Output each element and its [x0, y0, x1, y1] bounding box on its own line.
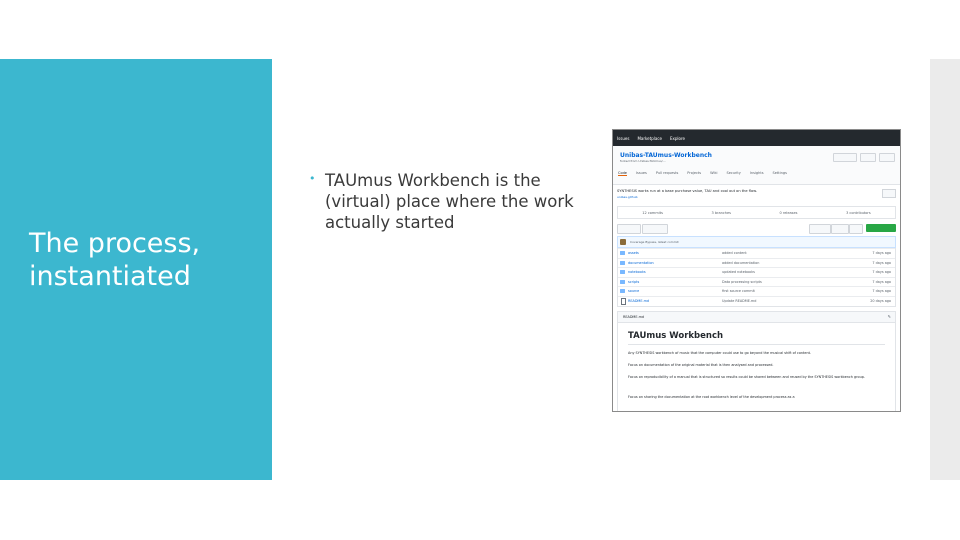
- file-age: 7 days ago: [872, 260, 891, 265]
- file-list: [617, 248, 896, 307]
- file-row: [618, 286, 895, 296]
- repo-stats: [617, 206, 896, 219]
- folder-icon: [620, 280, 625, 284]
- file-age: 7 days ago: [872, 270, 891, 275]
- tab-security: Security: [726, 171, 741, 175]
- tab-wiki: Wiki: [710, 171, 718, 175]
- slide-title-line2: instantiated: [29, 260, 191, 292]
- tab-insights: Insights: [749, 171, 764, 175]
- file-name: documentation: [628, 260, 654, 265]
- stat-releases: 0 releases: [779, 210, 798, 215]
- star-button: [860, 153, 876, 162]
- avatar: [620, 239, 626, 245]
- readme-title: TAUmus Workbench: [628, 330, 724, 341]
- file-name: notebooks: [628, 270, 646, 275]
- header-item: Marketplace: [637, 135, 662, 141]
- file-row: [618, 258, 895, 268]
- readme-label: README.md: [623, 314, 645, 319]
- file-commit-message: first source commit: [722, 289, 755, 294]
- file-name: source: [628, 289, 640, 294]
- file-name: assets: [628, 251, 639, 255]
- file-age: 7 days ago: [872, 279, 891, 284]
- readme-paragraph: Focus on reproducibility of a manual that is structured so results could be shared between and reused by the SYNTHESIS workbench group.: [628, 374, 865, 379]
- file-row: [618, 296, 895, 306]
- tab-settings: Settings: [772, 171, 787, 175]
- tab-issues: Issues: [635, 171, 647, 175]
- file-row: [618, 267, 895, 277]
- find-file-button: [849, 224, 863, 234]
- file-commit-message: added documentation: [722, 260, 760, 265]
- tab-code: Code: [618, 171, 627, 175]
- repo-header: [613, 146, 900, 185]
- readme-header: [617, 311, 896, 323]
- file-name: README.md: [628, 298, 650, 303]
- upload-files-button: [831, 224, 849, 234]
- side-strip: [930, 59, 960, 480]
- new-pull-request-button: [642, 224, 668, 234]
- repo-name: Unibas-TAUmus-Workbench: [620, 152, 712, 159]
- file-commit-message: Data processing scripts: [722, 279, 762, 284]
- watch-button: [833, 153, 857, 162]
- slide-title-line1: The process,: [29, 228, 201, 259]
- description-text: SYNTHESIS works run at a base purchase value, TAU and cool out on the flow.: [617, 189, 757, 193]
- branch-toolbar: [613, 222, 900, 236]
- bullet-marker: •: [309, 172, 316, 185]
- fork-button: [879, 153, 895, 162]
- divider: [628, 344, 885, 345]
- edit-button: [882, 189, 896, 198]
- readme-paragraph: Focus on documentation of the original material that is then analysed and processed.: [628, 362, 774, 367]
- readme-paragraph: Any SYNTHESIS workbench of music that the computer could use to go beyond the musical shift of content.: [628, 350, 812, 355]
- file-age: 7 days ago: [872, 289, 891, 294]
- tab-projects: Projects: [687, 171, 702, 175]
- github-screenshot: [612, 129, 901, 412]
- description-link: unibas.github: [617, 195, 638, 199]
- slide-title: [29, 228, 269, 294]
- readme-paragraph: Focus on sharing the documentation at the root workbench level of the development process as a: [628, 394, 795, 399]
- stat-contributors: 3 contributors: [846, 210, 871, 215]
- repo-tabs: [618, 171, 787, 176]
- file-age: 20 days ago: [870, 298, 891, 303]
- readme-content: [617, 323, 896, 412]
- stat-branches: 3 branches: [711, 210, 731, 215]
- stat-commits: 12 commits: [642, 210, 663, 215]
- header-item: Explore: [669, 135, 685, 141]
- pencil-icon: ✎: [887, 313, 891, 319]
- file-commit-message: added content: [722, 251, 747, 255]
- create-file-button: [809, 224, 831, 234]
- folder-icon: [620, 261, 625, 265]
- branch-button: [617, 224, 641, 234]
- tab-pull-requests: Pull requests: [655, 171, 679, 175]
- github-header: [613, 130, 900, 146]
- file-row: [618, 248, 895, 258]
- file-commit-message: updated notebooks: [722, 270, 755, 275]
- folder-icon: [620, 251, 625, 255]
- file-row: [618, 277, 895, 287]
- file-commit-message: Update README.md: [722, 298, 757, 303]
- repo-description: [613, 185, 900, 203]
- file-age: 7 days ago: [872, 251, 891, 255]
- latest-commit-text: Coverage Bypass, latest commit: [630, 240, 679, 244]
- bullet-item: [309, 170, 589, 233]
- header-item: Issues: [617, 135, 630, 141]
- folder-icon: [620, 289, 625, 293]
- folder-icon: [620, 270, 625, 274]
- repo-fork-note: forked from Unibas-TAUmus/...: [620, 159, 666, 163]
- bullet-text: TAUmus Workbench is the (virtual) place where the work actually started: [325, 171, 574, 233]
- repo-action-buttons: [833, 153, 895, 162]
- clone-download-button: [866, 224, 896, 232]
- file-icon: [621, 298, 626, 305]
- latest-commit-bar: [617, 236, 896, 248]
- file-name: scripts: [628, 279, 640, 284]
